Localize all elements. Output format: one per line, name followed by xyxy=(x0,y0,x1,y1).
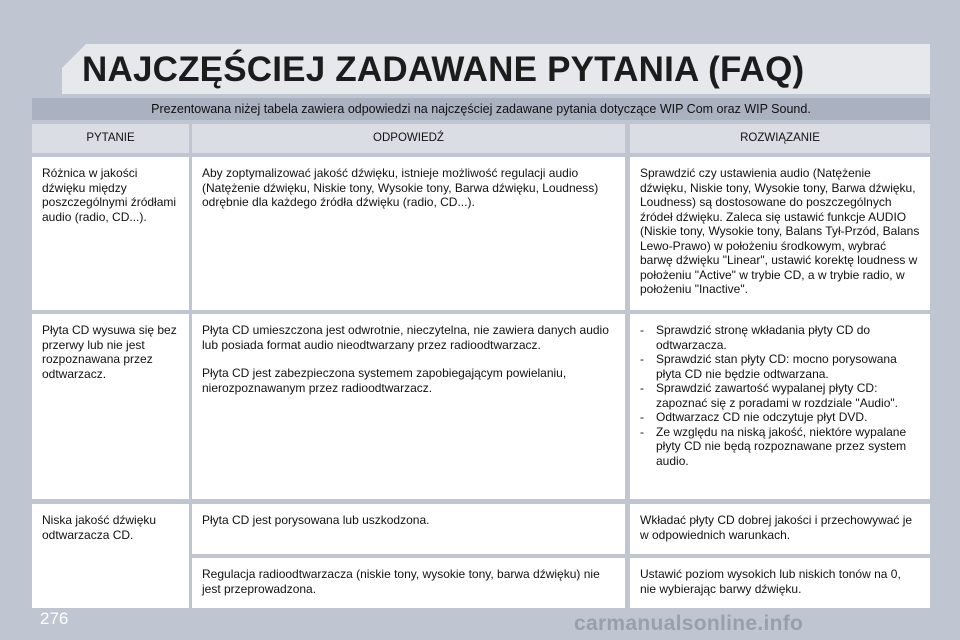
row-1-question-text: Różnica w jakości dźwięku między poszczególnymi źródłami audio (radio, CD...). xyxy=(42,166,177,224)
row-2-question xyxy=(32,314,189,499)
row-3b-answer-text: Regulacja radioodtwarzacza (niskie tony, wysokie tony, barwa dźwięku) nie jest przeprowadzona. xyxy=(202,567,600,596)
row-3a-answer-text: Płyta CD jest porysowana lub uszkodzona. xyxy=(202,513,430,527)
header-question: PYTANIE xyxy=(32,124,189,153)
list-item: - Ze względu na niską jakość, niektóre wypalane płyty CD nie będą rozpoznawane przez system audio. xyxy=(640,425,920,469)
row-1-solution xyxy=(630,157,930,310)
row-3a-solution xyxy=(630,504,930,554)
intro-text: Prezentowana niżej tabela zawiera odpowiedzi na najczęściej zadawane pytania dotyczące WIP Com oraz WIP Sound. xyxy=(32,98,930,120)
row-2-answer-paragraph-2: Płyta CD jest zabezpieczona systemem zapobiegającym powielaniu, nierozpoznawanym przez radioodtwarzacz. xyxy=(202,366,567,395)
row-2-answer-paragraph-1: Płyta CD umieszczona jest odwrotnie, nieczytelna, nie zawiera danych audio lub posiada format audio nieodtwarzany przez radioodtwarzacz. xyxy=(202,323,609,352)
list-item: - Sprawdzić zawartość wypalanej płyty CD: zapoznać się z poradami w rozdziale "Audio". xyxy=(640,381,920,410)
list-item: - Odtwarzacz CD nie odczytuje płyt DVD. xyxy=(640,410,920,425)
row-3b-solution xyxy=(630,558,930,608)
row-3a-solution-text: Wkładać płyty CD dobrej jakości i przechowywać je w odpowiednich warunkach. xyxy=(640,513,913,542)
row-2-answer xyxy=(192,314,625,499)
row-1-question xyxy=(32,157,189,310)
row-1-answer-text: Aby zoptymalizować jakość dźwięku, istnieje możliwość regulacji audio (Natężenie dźwięku, Niskie tony, Wysokie tony, Barwa dźwięku, Loudness) odrębnie dla każdego źródła dźwięku (radio, CD...). xyxy=(202,166,599,209)
list-item: - Sprawdzić stan płyty CD: mocno porysowana płyta CD nie będzie odtwarzana. xyxy=(640,352,920,381)
header-solution: ROZWIĄZANIE xyxy=(630,124,930,153)
page-number: 276 xyxy=(40,609,69,628)
row-2-solution-list xyxy=(640,323,920,468)
row-3-question-text: Niska jakość dźwięku odtwarzacza CD. xyxy=(42,513,157,542)
page-title: NAJCZĘŚCIEJ ZADAWANE PYTANIA (FAQ) xyxy=(82,50,805,89)
header-answer: ODPOWIEDŹ xyxy=(192,124,625,153)
watermark: carmanualsonline.info xyxy=(574,612,804,635)
row-2-solution xyxy=(630,314,930,499)
row-3b-solution-text: Ustawić poziom wysokich lub niskich tonów na 0, nie wybierając barwy dźwięku. xyxy=(640,567,901,596)
row-1-solution-text: Sprawdzić czy ustawienia audio (Natężenie dźwięku, Niskie tony, Wysokie tony, Barwa dźwięku, Loudness) są dostosowane do poszczególnych źródeł dźwięku. Zaleca się ustawić funkcje AUDIO (Niskie tony, Wysokie tony, Balans Tył-Przód, Balans Lewo-Prawo) w położeniu środkowym, wybrać barwę dźwięku "Linear", ustawić korektę loudness w położeniu "Active" w trybie CD, a w trybie radio, w położeniu "Inactive". xyxy=(640,166,920,296)
row-3b-answer xyxy=(192,558,625,608)
row-1-answer xyxy=(192,157,625,310)
row-3a-answer xyxy=(192,504,625,554)
row-2-question-text: Płyta CD wysuwa się bez przerwy lub nie jest rozpoznawana przez odtwarzacz. xyxy=(42,323,177,381)
row-3-question xyxy=(32,504,189,608)
list-item: - Sprawdzić stronę wkładania płyty CD do odtwarzacza. xyxy=(640,323,920,352)
